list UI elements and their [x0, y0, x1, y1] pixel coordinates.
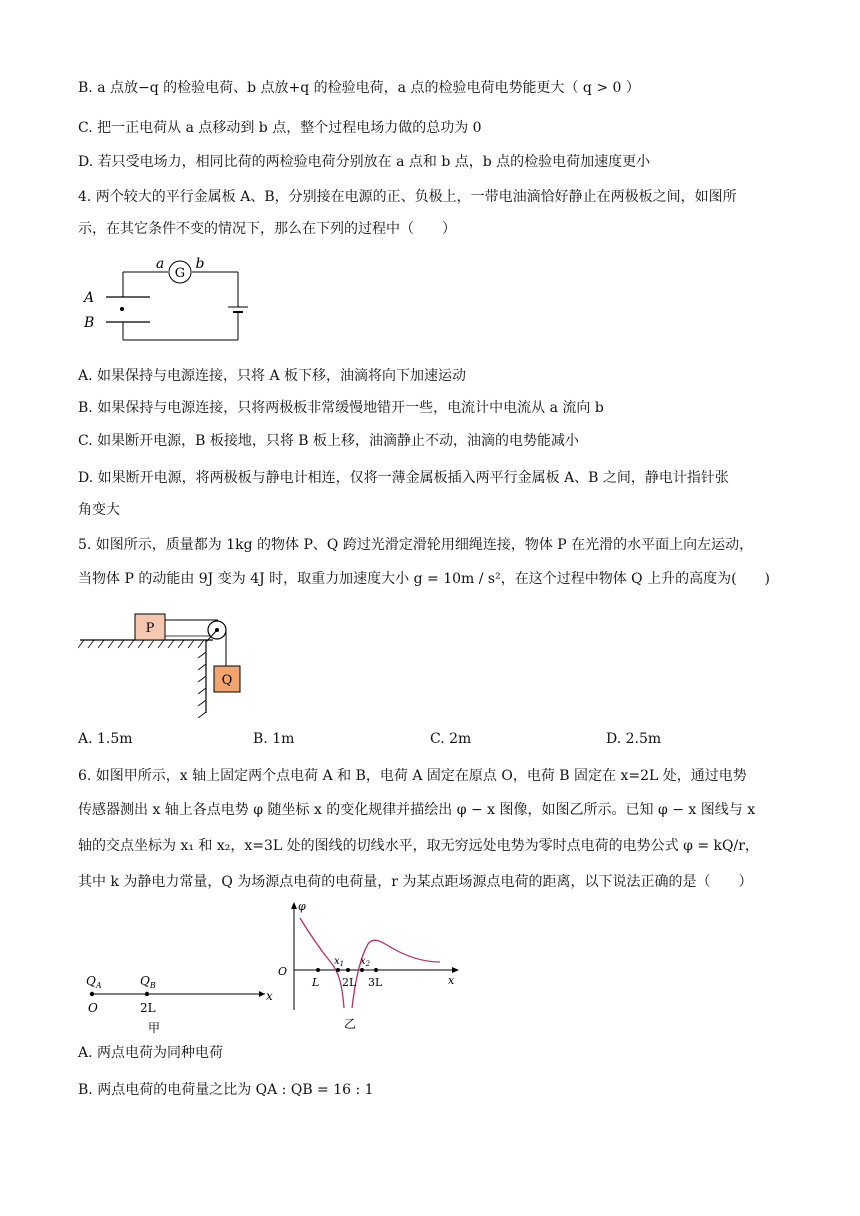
- label-3l: 3L: [368, 976, 383, 989]
- charge-a: [90, 992, 94, 996]
- point-2l: [346, 968, 350, 972]
- q5-stem-line1: 5. 如图所示，质量都为 1kg 的物体 P、Q 跨过光滑定滑轮用细绳连接，物体 P 在光滑的水平面上向左运动，: [78, 537, 754, 553]
- point-3l: [374, 968, 378, 972]
- phi-curve-right: [352, 940, 440, 1008]
- q5-option-b: B. 1m: [253, 731, 295, 747]
- block-p-label: P: [145, 621, 155, 636]
- label-qa: $Q_A$: [86, 974, 102, 990]
- q4-option-b: B. 如果保持与电源连接，只将两极板非常缓慢地错开一些，电流计中电流从 a 流向 b: [78, 400, 604, 416]
- q4-option-c: C. 如果断开电源，B 板接地，只将 B 板上移，油滴静止不动，油滴的电势能减小: [78, 433, 580, 449]
- q6-stem-line1: 6. 如图甲所示，x 轴上固定两个点电荷 A 和 B，电荷 A 固定在原点 O，电荷 B 固定在 x=2L 处，通过电势: [78, 768, 747, 784]
- q5-stem-line2: 当物体 P 的动能由 9J 变为 4J 时，取重力加速度大小 g = 10m / s²，在这个过程中物体 Q 上升的高度为( ): [78, 571, 771, 587]
- q5-option-c: C. 2m: [430, 731, 472, 747]
- q4-stem-line2: 示，在其它条件不变的情况下，那么在下列的过程中（ ）: [78, 221, 456, 237]
- q6-option-b: B. 两点电荷的电荷量之比为 QA : QB = 16 : 1: [78, 1082, 374, 1098]
- q4-option-d-line1: D. 如果断开电源，将两极板与静电计相连，仅将一薄金属板插入两平行金属板 A、B 之间，静电计指针张: [78, 470, 729, 486]
- oil-droplet: [120, 307, 124, 311]
- galvanometer-label: G: [174, 266, 186, 281]
- label-l: L: [312, 976, 320, 989]
- caption-yi: 乙: [344, 1017, 357, 1031]
- label-2l-yi: 2L: [342, 976, 357, 989]
- label-x1: $x_1$: [334, 956, 345, 968]
- label-phi: φ: [298, 900, 306, 913]
- point-x2: [360, 968, 364, 972]
- q3-option-b: B. a 点放−q 的检验电荷、b 点放+q 的检验电荷，a 点的检验电荷电势能更大（ q > 0 ）: [78, 80, 640, 96]
- q4-circuit-figure: [78, 252, 278, 352]
- label-A: A: [84, 290, 95, 306]
- label-b: b: [195, 256, 205, 272]
- q6-stem-line2: 传感器测出 x 轴上各点电势 φ 随坐标 x 的变化规律并描绘出 φ − x 图像，如图乙所示。已知 φ − x 图线与 x: [78, 802, 756, 818]
- q6-stem-line3: 轴的交点坐标为 x₁ 和 x₂，x=3L 处的图线的切线水平，取无穷远处电势为零时点电荷的电势公式 φ = kQ/r，: [78, 838, 759, 854]
- q4-option-a: A. 如果保持与电源连接，只将 A 板下移，油滴将向下加速运动: [78, 368, 467, 384]
- q6-stem-line4: 其中 k 为静电力常量，Q 为场源点电荷的电荷量，r 为某点距场源点电荷的距离，以下说法正确的是（ ）: [78, 874, 753, 890]
- label-o: O: [88, 1001, 98, 1015]
- caption-jia: 甲: [148, 1021, 161, 1035]
- label-x-axis: x: [266, 989, 273, 1003]
- label-x2: $x_2$: [360, 956, 371, 968]
- q3-option-c: C. 把一正电荷从 a 点移动到 b 点，整个过程电场力做的总功为 0: [78, 120, 482, 136]
- label-a: a: [155, 256, 165, 272]
- q5-option-a: A. 1.5m: [78, 731, 133, 747]
- q6-figure-yi: [272, 898, 462, 1038]
- charge-b: [145, 992, 149, 996]
- q5-pulley-figure: [78, 608, 258, 718]
- q6-figure-jia: [80, 966, 280, 1036]
- q6-option-a: A. 两点电荷为同种电荷: [78, 1045, 224, 1061]
- label-origin: O: [278, 965, 288, 978]
- point-x1: [336, 968, 340, 972]
- label-qb: $Q_B$: [140, 974, 156, 990]
- q4-option-d-line2: 角变大: [78, 502, 120, 518]
- q4-stem-line1: 4. 两个较大的平行金属板 A、B，分别接在电源的正、负极上，一带电油滴恰好静止在两极板之间，如图所: [78, 189, 737, 205]
- point-l: [316, 968, 320, 972]
- label-x-end: x: [448, 974, 455, 987]
- label-B: B: [84, 315, 95, 331]
- block-q-label: Q: [221, 673, 233, 688]
- q3-option-d: D. 若只受电场力，相同比荷的两检验电荷分别放在 a 点和 b 点，b 点的检验电荷加速度更小: [78, 154, 651, 170]
- label-2l: 2L: [140, 1001, 156, 1015]
- q5-option-d: D. 2.5m: [606, 731, 662, 747]
